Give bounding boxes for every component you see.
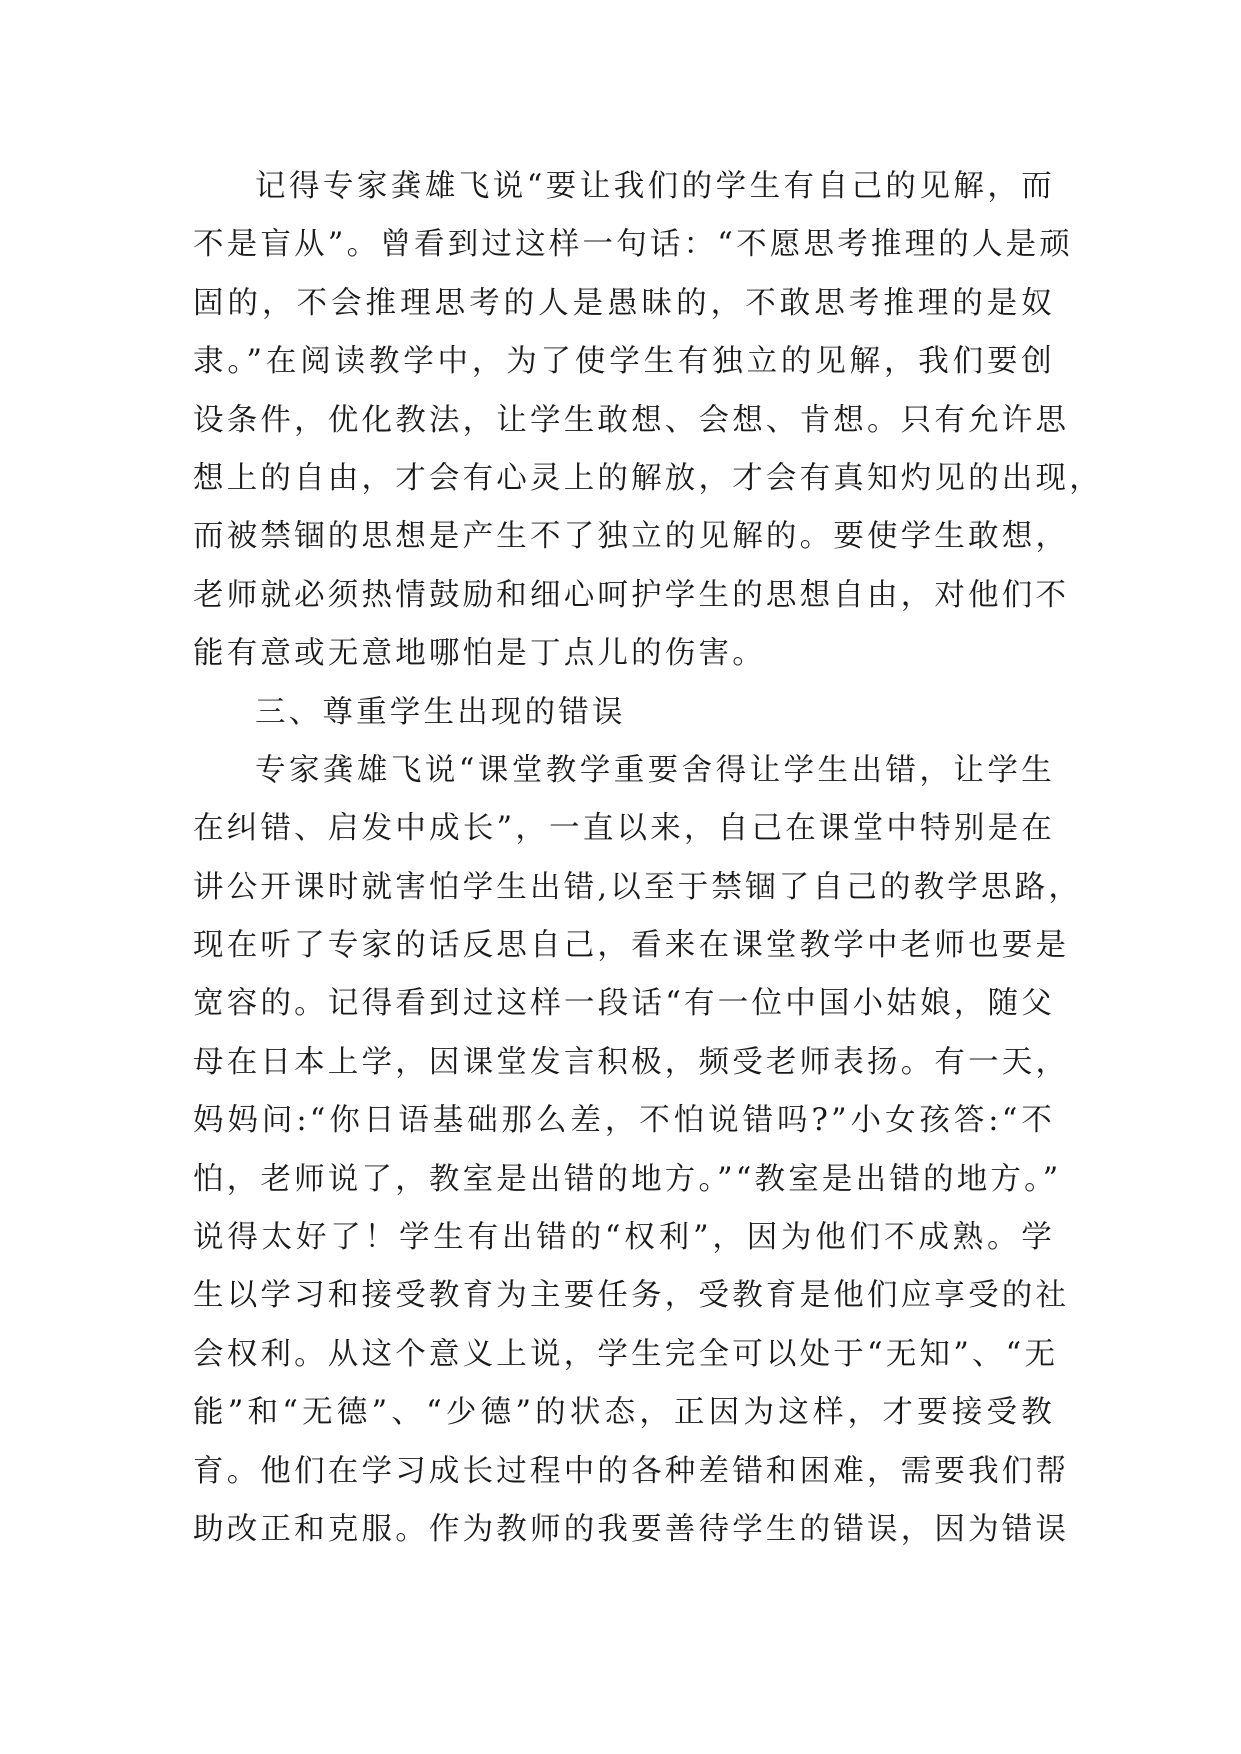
text-line: 会权利。从这个意义上说，学生完全可以处于“无知”、“无: [193, 1336, 1059, 1372]
text-line: 生以学习和接受教育为主要任务，受教育是他们应享受的社: [193, 1278, 1070, 1314]
text-line: 不是盲从”。曾看到过这样一句话：“不愿思考推理的人是顽: [193, 227, 1074, 263]
paragraph-first-line: 专家龚雄飞说“课堂教学重要舍得让学生出错，让学生: [255, 752, 1055, 788]
body-text: [193, 158, 1103, 1559]
text-line: 能”和“无德”、“少德”的状态，正因为这样，才要接受教: [193, 1395, 1055, 1431]
text-line: 母在日本上学，因课堂发言积极，频受老师表扬。有一天，: [193, 1044, 1070, 1080]
text-line: 现在听了专家的话反思自己，看来在课堂教学中老师也要是: [193, 928, 1070, 964]
text-line: 隶。”在阅读教学中，为了使学生有独立的见解，我们要创: [193, 344, 1055, 380]
text-line: 助改正和克服。作为教师的我要善待学生的错误，因为错误: [193, 1511, 1070, 1547]
text-line: 而被禁锢的思想是产生不了独立的见解的。要使学生敢想，: [193, 519, 1070, 555]
text-line: 设条件，优化教法，让学生敢想、会想、肯想。只有允许思: [193, 402, 1070, 438]
text-line: 想上的自由，才会有心灵上的解放，才会有真知灼见的出现，: [193, 460, 1103, 496]
text-line: 讲公开课时就害怕学生出错,以至于禁锢了自己的教学思路，: [193, 869, 1083, 905]
text-line: 宽容的。记得看到过这样一段话“有一位中国小姑娘，随父: [193, 986, 1055, 1022]
text-line: 说得太好了！学生有出错的“权利”，因为他们不成熟。学: [193, 1220, 1055, 1256]
text-line: 在纠错、启发中成长”，一直以来，自己在课堂中特别是在: [193, 811, 1055, 847]
text-line: 妈妈问:“你日语基础那么差，不怕说错吗?”小女孩答:“不: [193, 1103, 1055, 1139]
text-line: 老师就必须热情鼓励和细心呵护学生的思想自由，对他们不: [193, 577, 1070, 613]
paragraph-first-line: 记得专家龚雄飞说“要让我们的学生有自己的见解，而: [255, 169, 1055, 204]
text-line: 能有意或无意地哪怕是丁点儿的伤害。: [193, 636, 766, 672]
paragraph-first-line: 三、尊重学生出现的错误: [255, 694, 626, 730]
text-line: 育。他们在学习成长过程中的各种差错和困难，需要我们帮: [193, 1453, 1070, 1489]
text-line: 怕，老师说了，教室是出错的地方。”“教室是出错的地方。”: [193, 1161, 1062, 1197]
text-line: 固的，不会推理思考的人是愚昧的，不敢思考推理的是奴: [193, 285, 1055, 321]
